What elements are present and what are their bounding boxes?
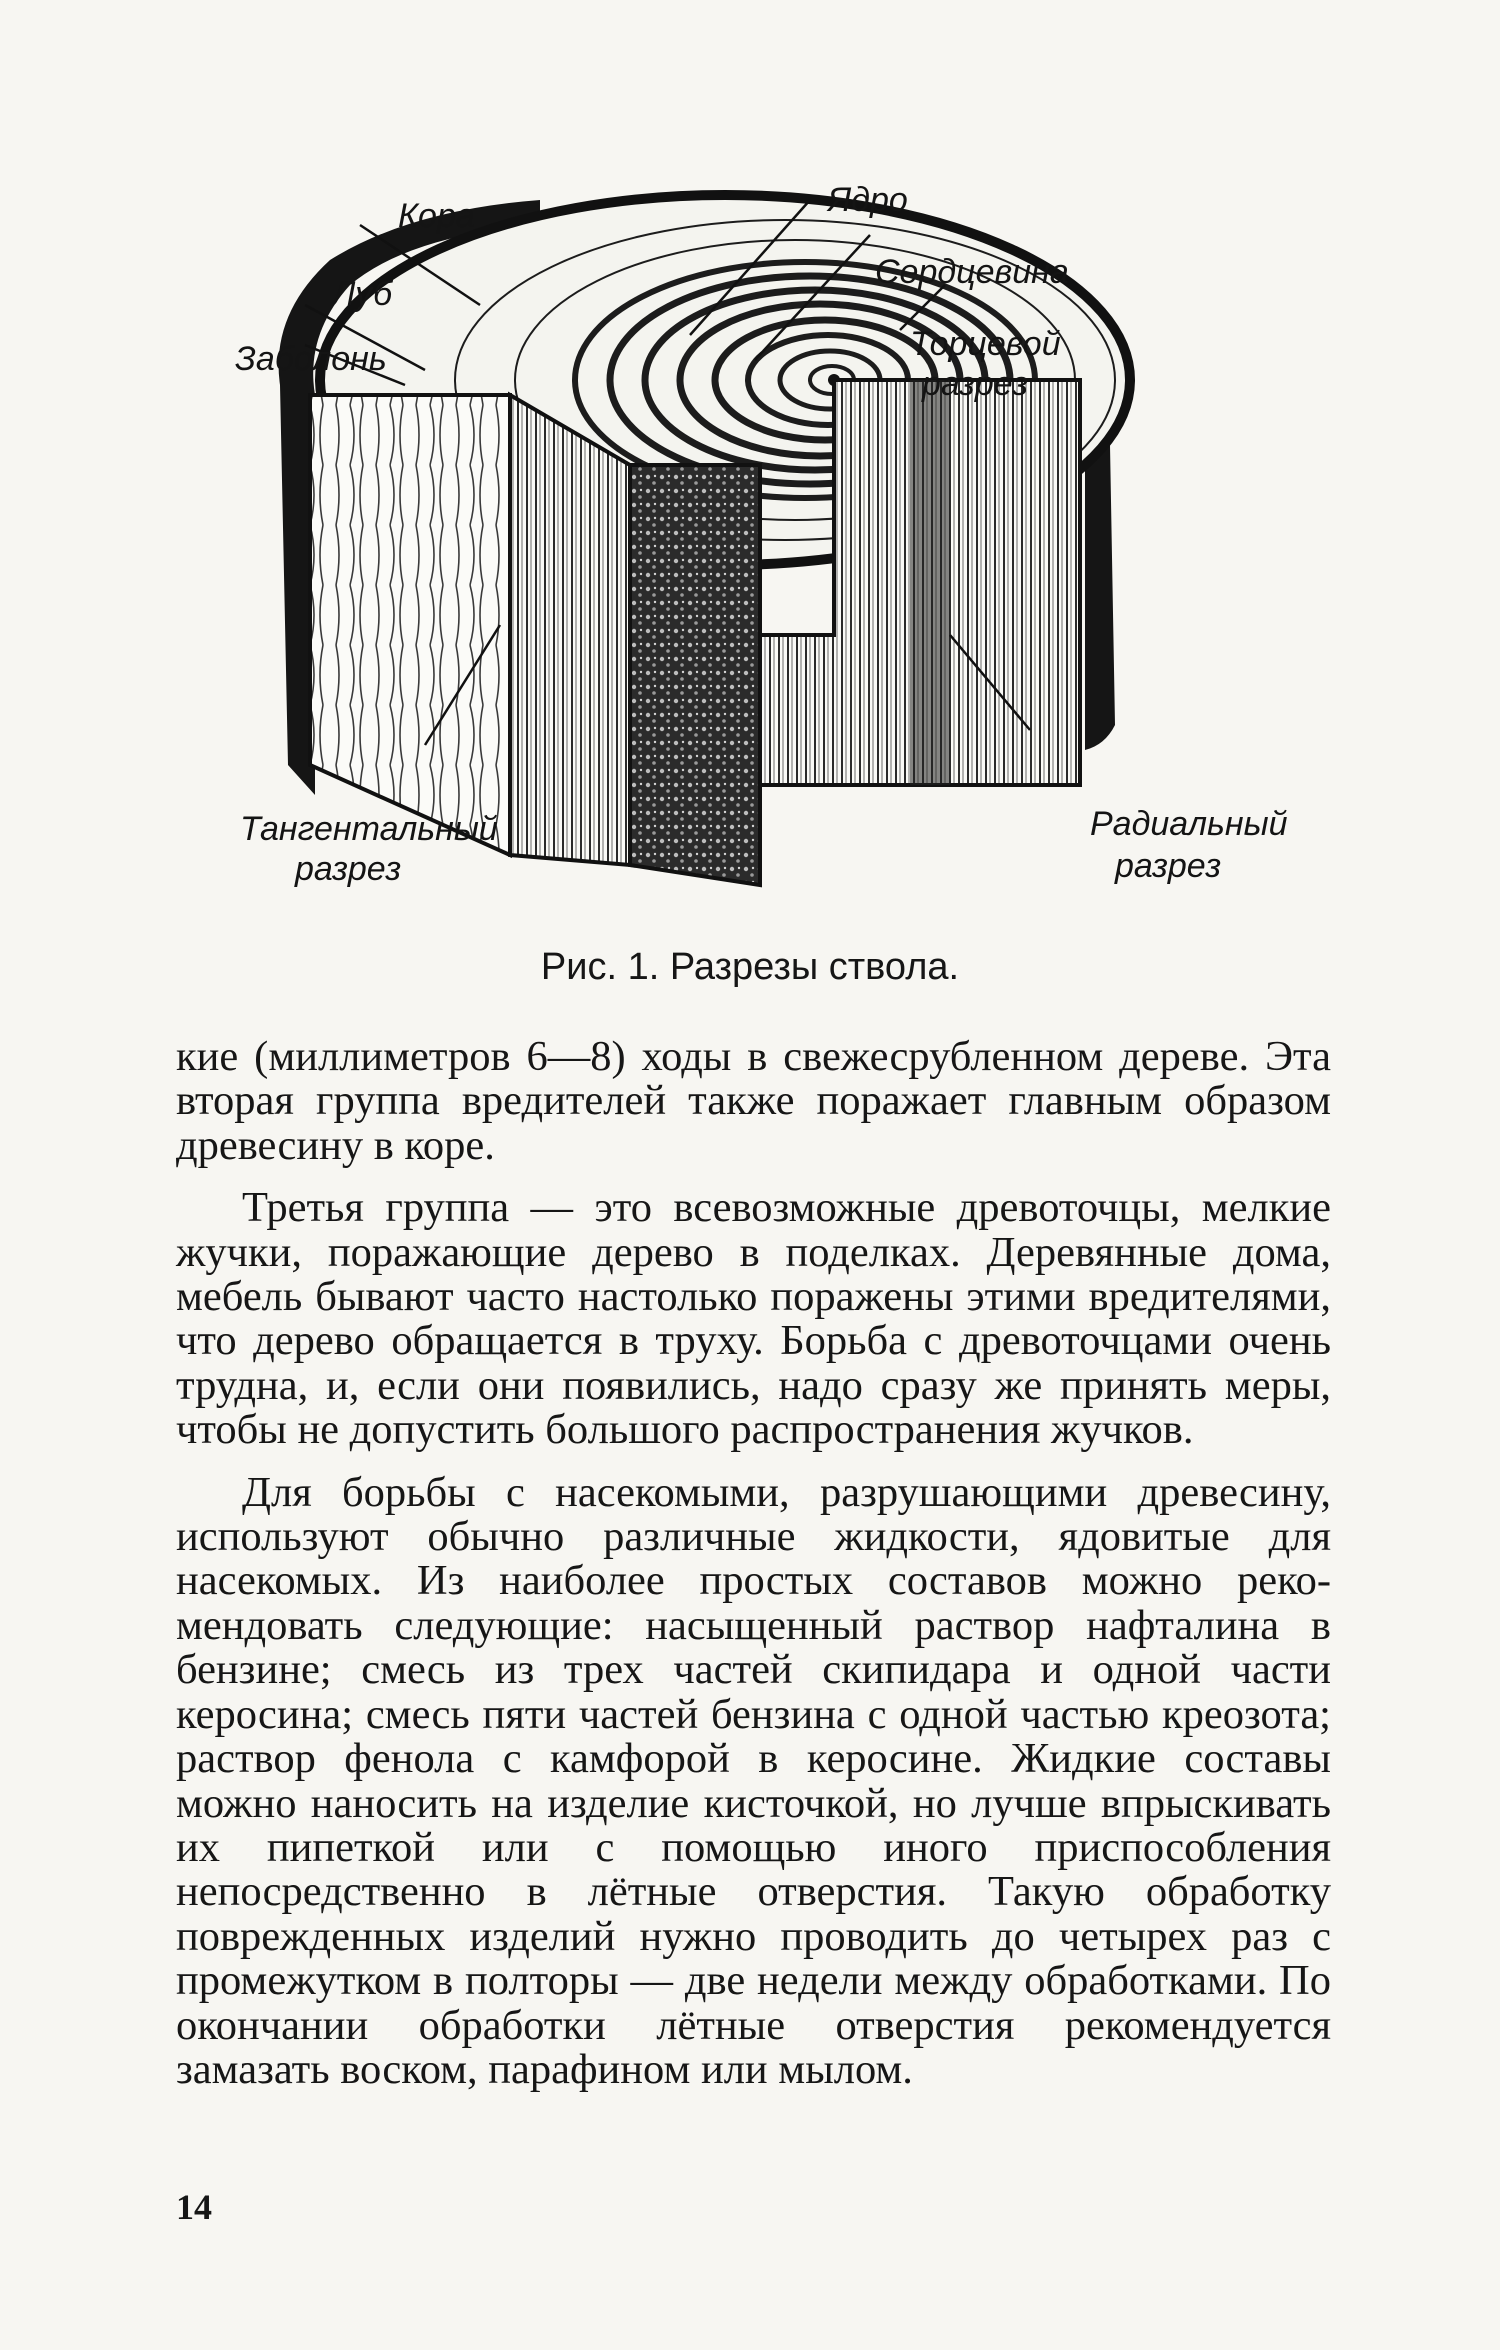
label-yadro: Ядро (828, 181, 908, 219)
paragraph-3: Для борьбы с насекомыми, разрушающими древесину, используют обычно различные жидкости, ядовитые для насекомых. Из наиболее простых составов можно рекомендовать следующие: насыщенный раствор нафталина в бензине; смесь из трех частей скипидара и одной части керосина; смесь пяти частей бензина с одной частью креозота; раствор фенола с камфорой в керосине. Жидкие составы можно наносить на изделие кисточкой, но лучше впрыскивать их пипеткой или с помощью иного приспособления непосредственно в лётные отверстия. Такую обработку поврежденных изделий нужно проводить до четырех раз с промежутком в полторы — две недели между обработками. По окончании обработки лётные отверстия рекомендуется замазать воском, парафином или мылом. (176, 1468, 1331, 2093)
paragraph-1: кие (миллиметров 6—8) ходы в свежесрубленном дереве. Эта вторая группа вредителей также поражает главным образом древесину в коре. (176, 1033, 1331, 1169)
label-lub: Луб (332, 275, 393, 313)
figure-caption: Рис. 1. Разрезы ствола. (540, 946, 960, 988)
label-kora: Кора (398, 197, 475, 235)
label-zabolon: Заболонь (235, 340, 387, 378)
sapwood-side-face (510, 395, 630, 865)
page-number: 14 (176, 2187, 212, 2227)
radial-cut-dark-band (910, 380, 950, 785)
label-radialny-line1: Радиальный (1090, 805, 1288, 843)
trunk-cross-section-figure (210, 165, 1320, 925)
label-tortsevoi-line2: разрез (922, 365, 1029, 403)
label-tangentalny-line1: Тангентальный (240, 810, 498, 848)
tangential-cut-face (310, 395, 510, 855)
inner-bark-face (630, 465, 760, 885)
paragraph-2: Третья группа — это всевозможные древоточцы, мелкие жучки, поражающие дерево в поделках. Деревянные дома, мебель бывают часто настолько поражены этими вредителями, что дерево обращается в труху. Борьба с древоточцами очень трудна, и, если они появились, надо сразу же принять меры, чтобы не допустить большого распространения жучков. (176, 1184, 1331, 1454)
body-text (176, 1035, 1331, 2092)
label-tangentalny-line2: разрез (295, 850, 402, 888)
label-serdtsevina: Сердцевина (875, 253, 1069, 291)
label-radialny-line2: разрез (1115, 847, 1222, 885)
label-tortsevoi-line1: Торцевой (910, 325, 1061, 363)
